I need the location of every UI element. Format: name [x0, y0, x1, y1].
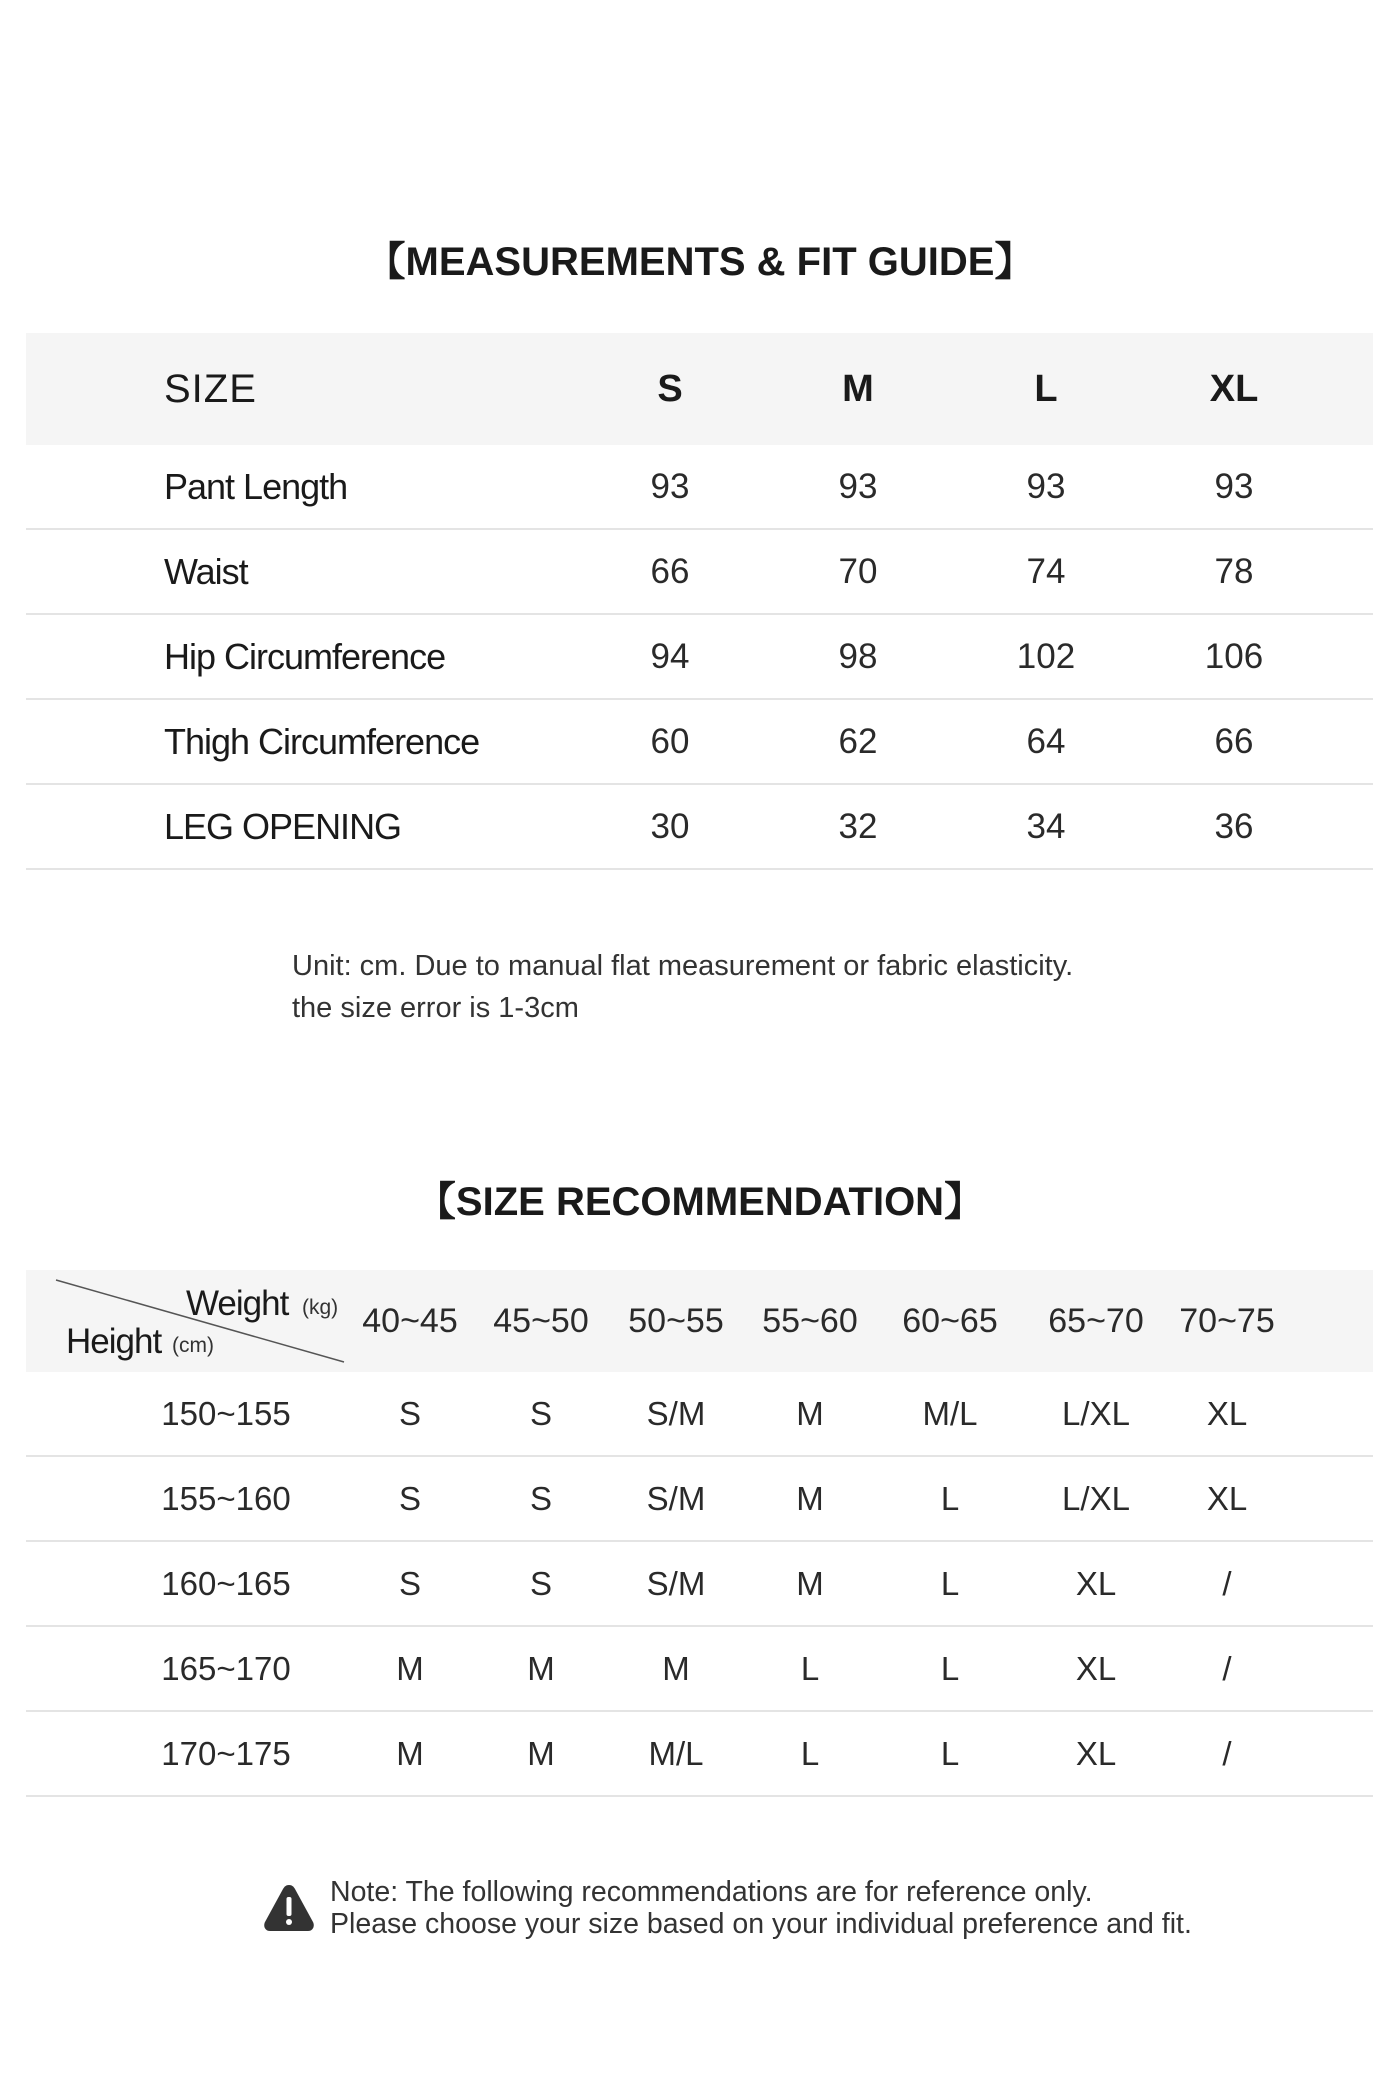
- recommended-size: S: [529, 1564, 552, 1602]
- measurement-row: [26, 445, 1373, 530]
- recommended-size: XL: [1075, 1564, 1117, 1602]
- unit-note-line-1: Unit: cm. Due to manual flat measurement or fabric elasticity.: [292, 950, 1074, 982]
- measurement-value: 93: [838, 466, 878, 506]
- weight-range-header: 50~55: [628, 1301, 724, 1340]
- recommendation-row: [26, 1372, 1373, 1457]
- recommended-size: M: [527, 1649, 555, 1687]
- weight-range-header: 70~75: [1179, 1301, 1275, 1340]
- size-header-s: S: [657, 367, 683, 410]
- size-header-label: SIZE: [164, 366, 257, 411]
- measurement-value: 62: [838, 721, 878, 761]
- recommended-size: S/M: [646, 1479, 706, 1517]
- measurement-value: 30: [650, 806, 690, 846]
- recommended-size: L: [940, 1564, 960, 1602]
- measurements-title: 【MEASUREMENTS & FIT GUIDE】: [365, 240, 1035, 284]
- recommended-size: L: [800, 1734, 820, 1772]
- weight-unit-label: (kg): [302, 1296, 339, 1319]
- weight-range-header: 65~70: [1048, 1301, 1144, 1340]
- note-line-1: Note: The following recommendations are for reference only.: [330, 1876, 1093, 1908]
- recommended-size: L: [940, 1479, 960, 1517]
- recommended-size: M: [796, 1394, 824, 1432]
- height-range-label: 165~170: [161, 1649, 291, 1687]
- height-unit-label: (cm): [172, 1334, 214, 1357]
- size-header-xl: XL: [1209, 367, 1259, 410]
- measurement-row: [26, 615, 1373, 700]
- recommended-size: M: [796, 1564, 824, 1602]
- recommended-size: M: [796, 1479, 824, 1517]
- recommended-size: S/M: [646, 1394, 706, 1432]
- measurement-value: 93: [1026, 466, 1066, 506]
- measurement-value: 106: [1204, 636, 1264, 676]
- measurement-value: 34: [1026, 806, 1066, 846]
- measurement-row-label: Thigh Circumference: [164, 720, 480, 762]
- measurement-value: 64: [1026, 721, 1066, 761]
- recommended-size: M: [396, 1734, 424, 1772]
- weight-range-header: 45~50: [493, 1301, 589, 1340]
- recommended-size: XL: [1075, 1649, 1117, 1687]
- recommended-size: L: [940, 1734, 960, 1772]
- weight-range-header: 40~45: [362, 1301, 458, 1340]
- measurement-value: 66: [1214, 721, 1254, 761]
- recommended-size: M: [527, 1734, 555, 1772]
- recommendation-table: [26, 1270, 1373, 1797]
- recommended-size: M: [662, 1649, 690, 1687]
- measurement-value: 93: [1214, 466, 1254, 506]
- measurements-header-row: [26, 333, 1373, 445]
- unit-note-line-2: the size error is 1-3cm: [292, 992, 579, 1024]
- height-range-label: 170~175: [161, 1734, 291, 1772]
- recommended-size: L/XL: [1062, 1479, 1130, 1517]
- recommended-size: M/L: [648, 1734, 704, 1772]
- recommendation-row: [26, 1457, 1373, 1542]
- height-range-label: 150~155: [161, 1394, 291, 1432]
- unit-note: [292, 945, 1073, 1029]
- measurement-value: 94: [650, 636, 690, 676]
- measurement-row: [26, 785, 1373, 870]
- measurement-row: [26, 700, 1373, 785]
- measurement-value: 32: [838, 806, 878, 846]
- recommended-size: M/L: [922, 1394, 978, 1432]
- measurement-row-label: Hip Circumference: [164, 635, 446, 677]
- recommended-size: S: [398, 1394, 421, 1432]
- recommended-size: S: [398, 1564, 421, 1602]
- recommended-size: M: [396, 1649, 424, 1687]
- measurement-row-label: Pant Length: [164, 465, 348, 507]
- measurement-value: 70: [838, 551, 878, 591]
- recommended-size: S: [398, 1479, 421, 1517]
- recommendation-row: [26, 1542, 1373, 1627]
- recommendation-row: [26, 1712, 1373, 1797]
- measurement-value: 74: [1026, 551, 1066, 591]
- recommendation-header-row: [26, 1270, 1373, 1372]
- recommended-size: L: [940, 1649, 960, 1687]
- measurement-value: 98: [838, 636, 878, 676]
- note-line-2: Please choose your size based on your individual preference and fit.: [330, 1908, 1192, 1940]
- recommended-size: XL: [1206, 1394, 1248, 1432]
- warning-icon: [262, 1882, 316, 1934]
- recommended-size: S: [529, 1479, 552, 1517]
- height-axis-label: Height: [66, 1322, 162, 1361]
- measurement-value: 93: [650, 466, 690, 506]
- recommended-size: XL: [1075, 1734, 1117, 1772]
- measurement-value: 66: [650, 551, 690, 591]
- size-header-m: M: [842, 367, 874, 410]
- measurement-row-label: LEG OPENING: [164, 805, 402, 847]
- weight-range-header: 60~65: [902, 1301, 998, 1340]
- weight-range-header: 55~60: [762, 1301, 858, 1340]
- measurement-value: 36: [1214, 806, 1254, 846]
- height-range-label: 155~160: [161, 1479, 291, 1517]
- size-header-l: L: [1034, 367, 1058, 410]
- weight-axis-label: Weight: [186, 1284, 289, 1323]
- recommended-size: S/M: [646, 1564, 706, 1602]
- recommended-size: /: [1222, 1564, 1232, 1602]
- measurement-row: [26, 530, 1373, 615]
- measurement-value: 60: [650, 721, 690, 761]
- measurement-row-label: Waist: [164, 550, 248, 592]
- recommended-size: /: [1222, 1649, 1232, 1687]
- recommended-size: /: [1222, 1734, 1232, 1772]
- measurement-value: 78: [1214, 551, 1254, 591]
- recommendation-title: 【SIZE RECOMMENDATION】: [415, 1180, 985, 1224]
- height-range-label: 160~165: [161, 1564, 291, 1602]
- recommended-size: XL: [1206, 1479, 1248, 1517]
- reference-note: [262, 1876, 1192, 1940]
- recommended-size: L: [800, 1649, 820, 1687]
- recommendation-row: [26, 1627, 1373, 1712]
- measurement-value: 102: [1016, 636, 1076, 676]
- recommended-size: L/XL: [1062, 1394, 1130, 1432]
- recommended-size: S: [529, 1394, 552, 1432]
- measurements-table: [26, 333, 1373, 870]
